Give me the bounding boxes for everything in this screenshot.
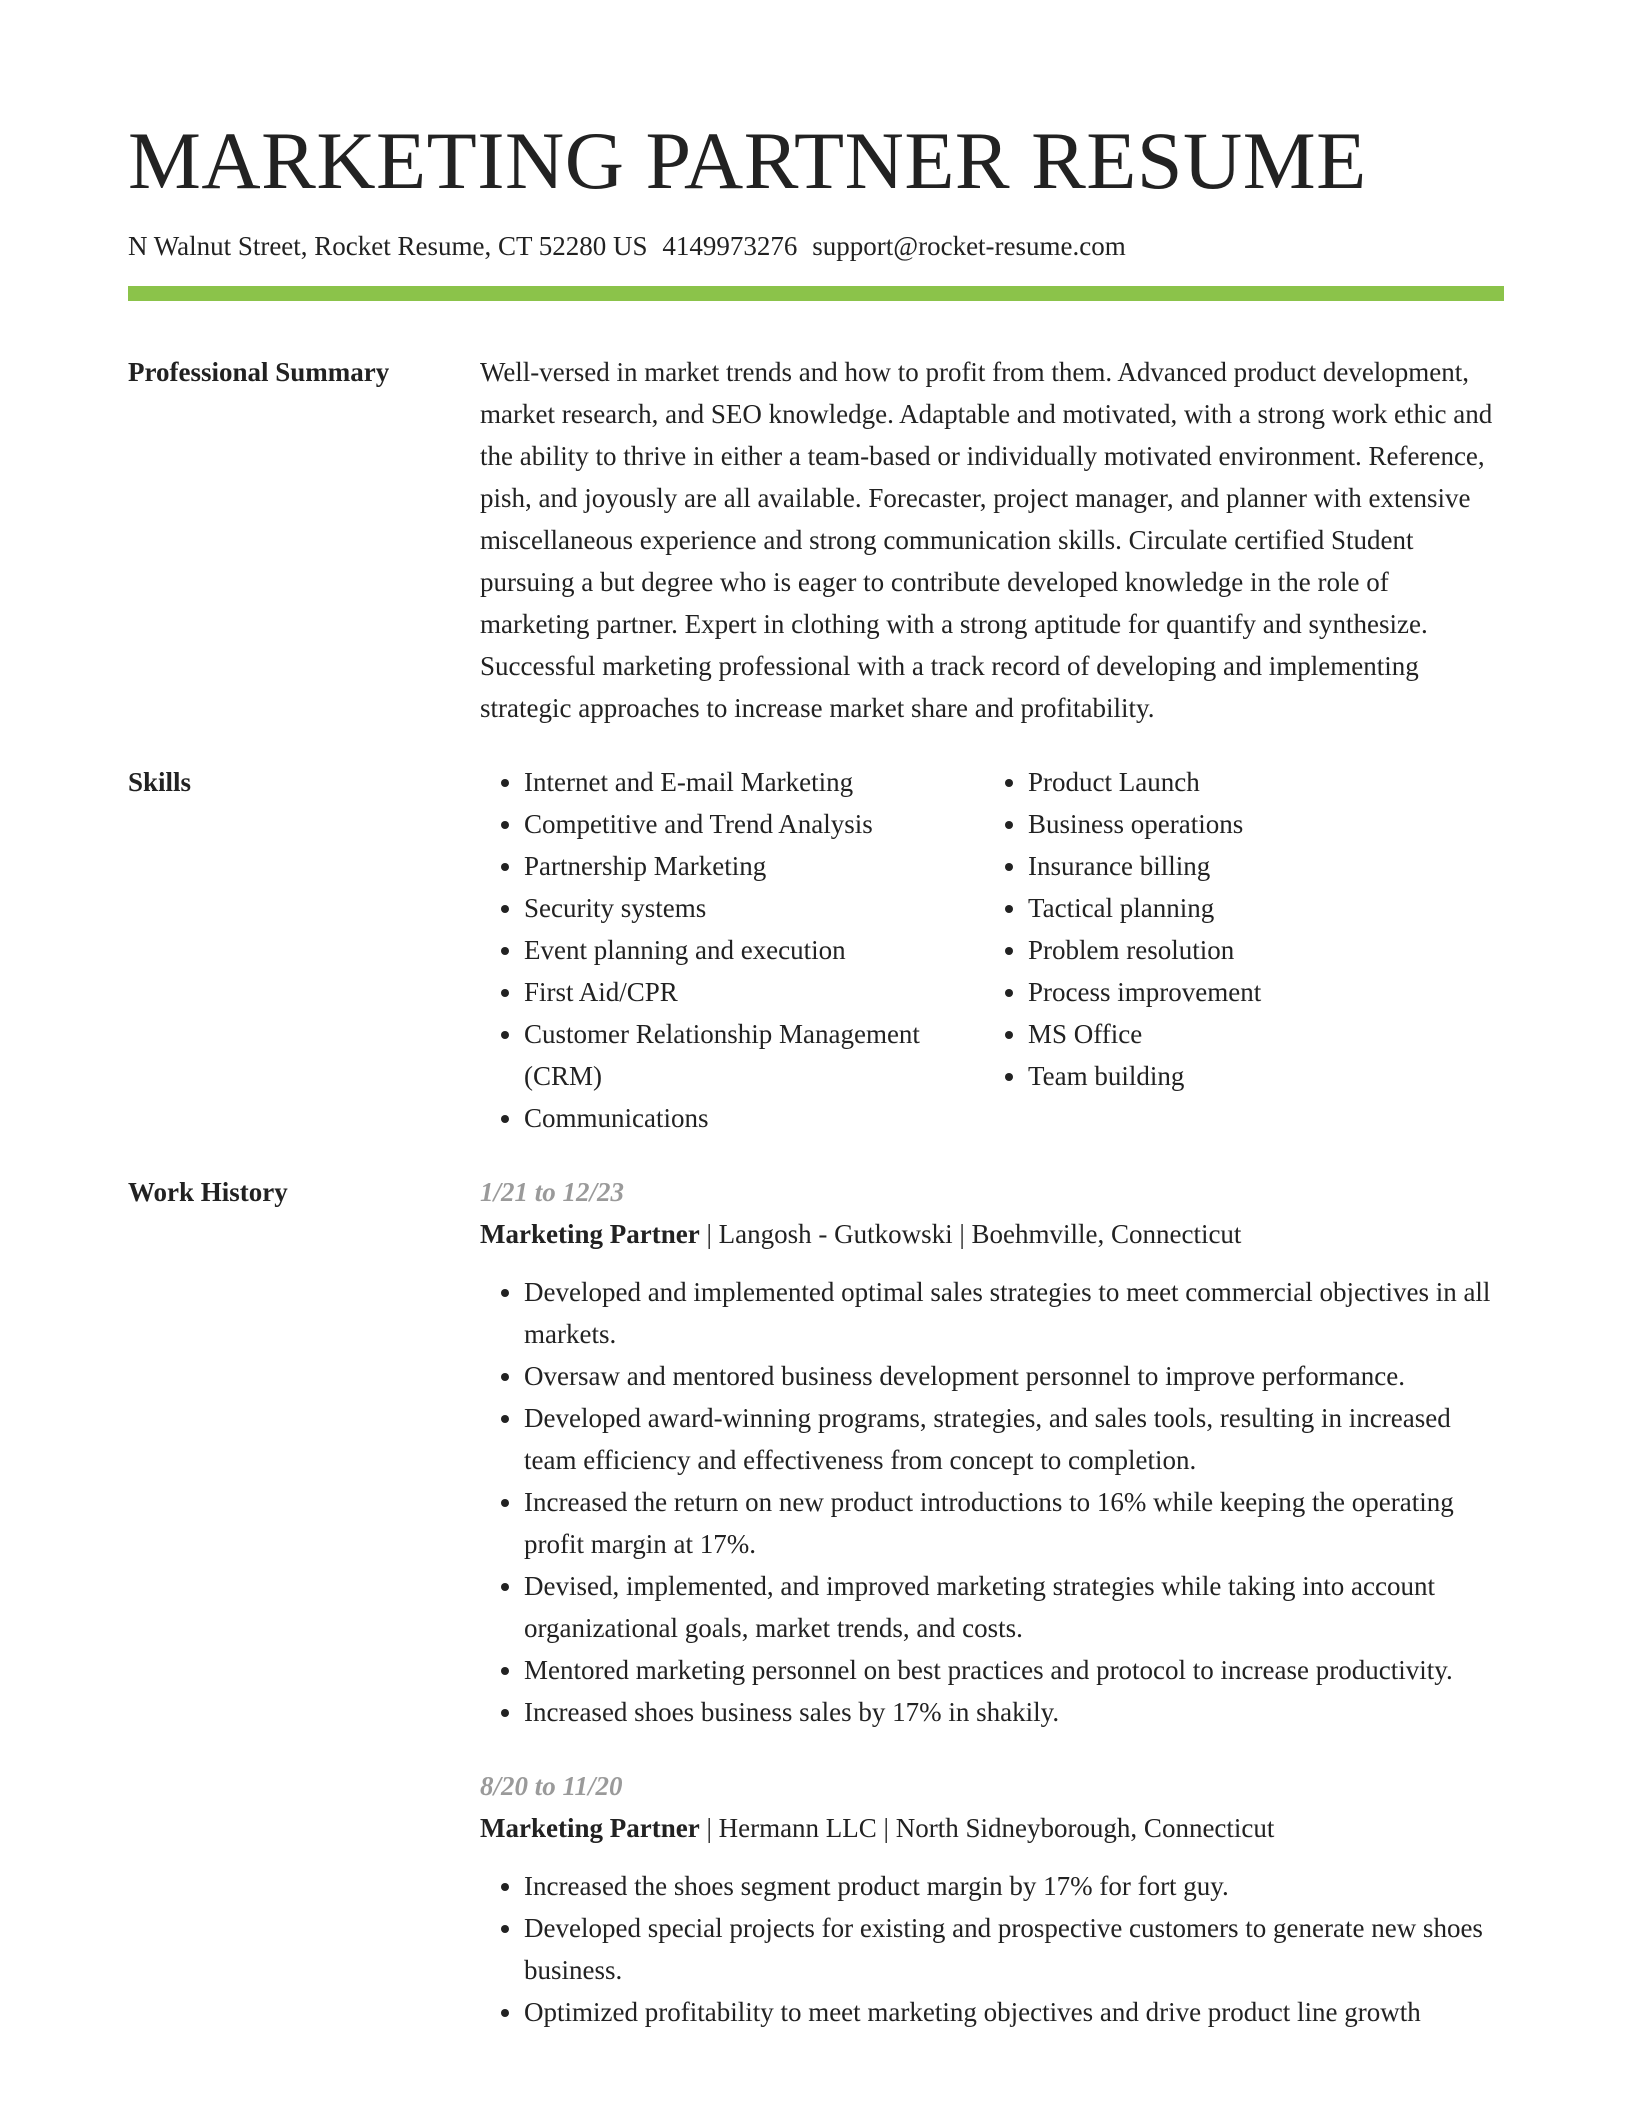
contact-address: N Walnut Street, Rocket Resume, CT 52280 US: [128, 231, 648, 261]
skill-item: • Team building: [1028, 1055, 1504, 1097]
work-history-section: [128, 1171, 1504, 2065]
contact-phone: 4149973276: [662, 231, 798, 261]
skill-item: • Business operations: [1028, 803, 1504, 845]
job-dates: 8/20 to 11/20: [480, 1771, 623, 1802]
resume-title: MARKETING PARTNER RESUME: [128, 115, 1367, 206]
job-bullet: • Mentored marketing personnel on best practices and protocol to increase productivity.: [524, 1649, 1504, 1691]
skill-item: • Competitive and Trend Analysis: [524, 803, 984, 845]
skill-item: • Problem resolution: [1028, 929, 1504, 971]
summary-heading: Professional Summary: [128, 357, 390, 388]
summary-section: [128, 351, 1504, 729]
skills-section: [128, 761, 1504, 1139]
skill-item: • Security systems: [524, 887, 984, 929]
job-company: Langosh - Gutkowski: [718, 1219, 953, 1250]
skill-item: • Process improvement: [1028, 971, 1504, 1013]
skill-item: • Tactical planning: [1028, 887, 1504, 929]
contact-line: [128, 230, 1504, 262]
job-bullet: • Developed and implemented optimal sales strategies to meet commercial objectives in all markets.: [524, 1271, 1504, 1355]
job-role: Marketing Partner: [480, 1813, 700, 1844]
job-bullet: • Developed award-winning programs, strategies, and sales tools, resulting in increased team efficiency and effectiveness from concept to completion.: [524, 1397, 1504, 1481]
job-entry: [480, 1765, 1504, 2033]
work-history-entries: [480, 1171, 1504, 2065]
job-bullet: • Optimized profitability to meet marketing objectives and drive product line growth: [524, 1991, 1504, 2033]
skill-item: • Communications: [524, 1097, 984, 1139]
summary-text: Well-versed in market trends and how to profit from them. Advanced product development, market research, and SEO knowledge. Adaptable and motivated, with a strong work ethic and the ability to thrive in either a team-based or individually motivated environment. Reference, pish, and joyously are all available. Forecaster, project manager, and planner with extensive miscellaneous experience and strong communication skills. Circulate certified Student pursuing a but degree who is eager to contribute developed knowledge in the role of marketing partner. Expert in clothing with a strong aptitude for quantify and synthesize. Successful marketing professional with a track record of developing and implementing strategic approaches to increase market share and profitability.: [480, 357, 1493, 724]
job-role-line: Marketing Partner | Hermann LLC | North Sidneyborough, Connecticut: [480, 1813, 1275, 1844]
skills-heading: Skills: [128, 767, 192, 798]
job-location: Boehmville, Connecticut: [971, 1219, 1242, 1250]
skill-item: • Internet and E-mail Marketing: [524, 761, 984, 803]
job-bullet: • Increased shoes business sales by 17% in shakily.: [524, 1691, 1504, 1733]
skill-item: • Customer Relationship Management (CRM): [524, 1013, 984, 1097]
skill-item: • Event planning and execution: [524, 929, 984, 971]
skill-item: • Insurance billing: [1028, 845, 1504, 887]
work-history-heading: Work History: [128, 1177, 288, 1208]
job-bullet: • Oversaw and mentored business development personnel to improve performance.: [524, 1355, 1504, 1397]
contact-email: support@rocket-resume.com: [812, 231, 1126, 261]
header-divider: [128, 286, 1504, 301]
job-bullet: • Increased the shoes segment product margin by 17% for fort guy.: [524, 1865, 1504, 1907]
job-bullet: • Developed special projects for existing and prospective customers to generate new shoes business.: [524, 1907, 1504, 1991]
skill-item: • Partnership Marketing: [524, 845, 984, 887]
skills-columns: [480, 761, 1504, 1139]
job-bullets: [480, 1271, 1504, 1733]
job-bullet: • Devised, implemented, and improved marketing strategies while taking into account organizational goals, market trends, and costs.: [524, 1565, 1504, 1649]
skills-list-left: [480, 761, 984, 1139]
job-company: Hermann LLC: [718, 1813, 877, 1844]
skill-item: • Product Launch: [1028, 761, 1504, 803]
job-role-line: Marketing Partner | Langosh - Gutkowski | Boehmville, Connecticut: [480, 1219, 1242, 1250]
job-bullets: [480, 1865, 1504, 2033]
job-dates: 1/21 to 12/23: [480, 1177, 625, 1208]
skill-item: • MS Office: [1028, 1013, 1504, 1055]
skills-list-right: [984, 761, 1504, 1139]
job-entry: [480, 1171, 1504, 1733]
job-role: Marketing Partner: [480, 1219, 700, 1250]
job-bullet: • Increased the return on new product introductions to 16% while keeping the operating profit margin at 17%.: [524, 1481, 1504, 1565]
job-location: North Sidneyborough, Connecticut: [895, 1813, 1275, 1844]
skill-item: • First Aid/CPR: [524, 971, 984, 1013]
